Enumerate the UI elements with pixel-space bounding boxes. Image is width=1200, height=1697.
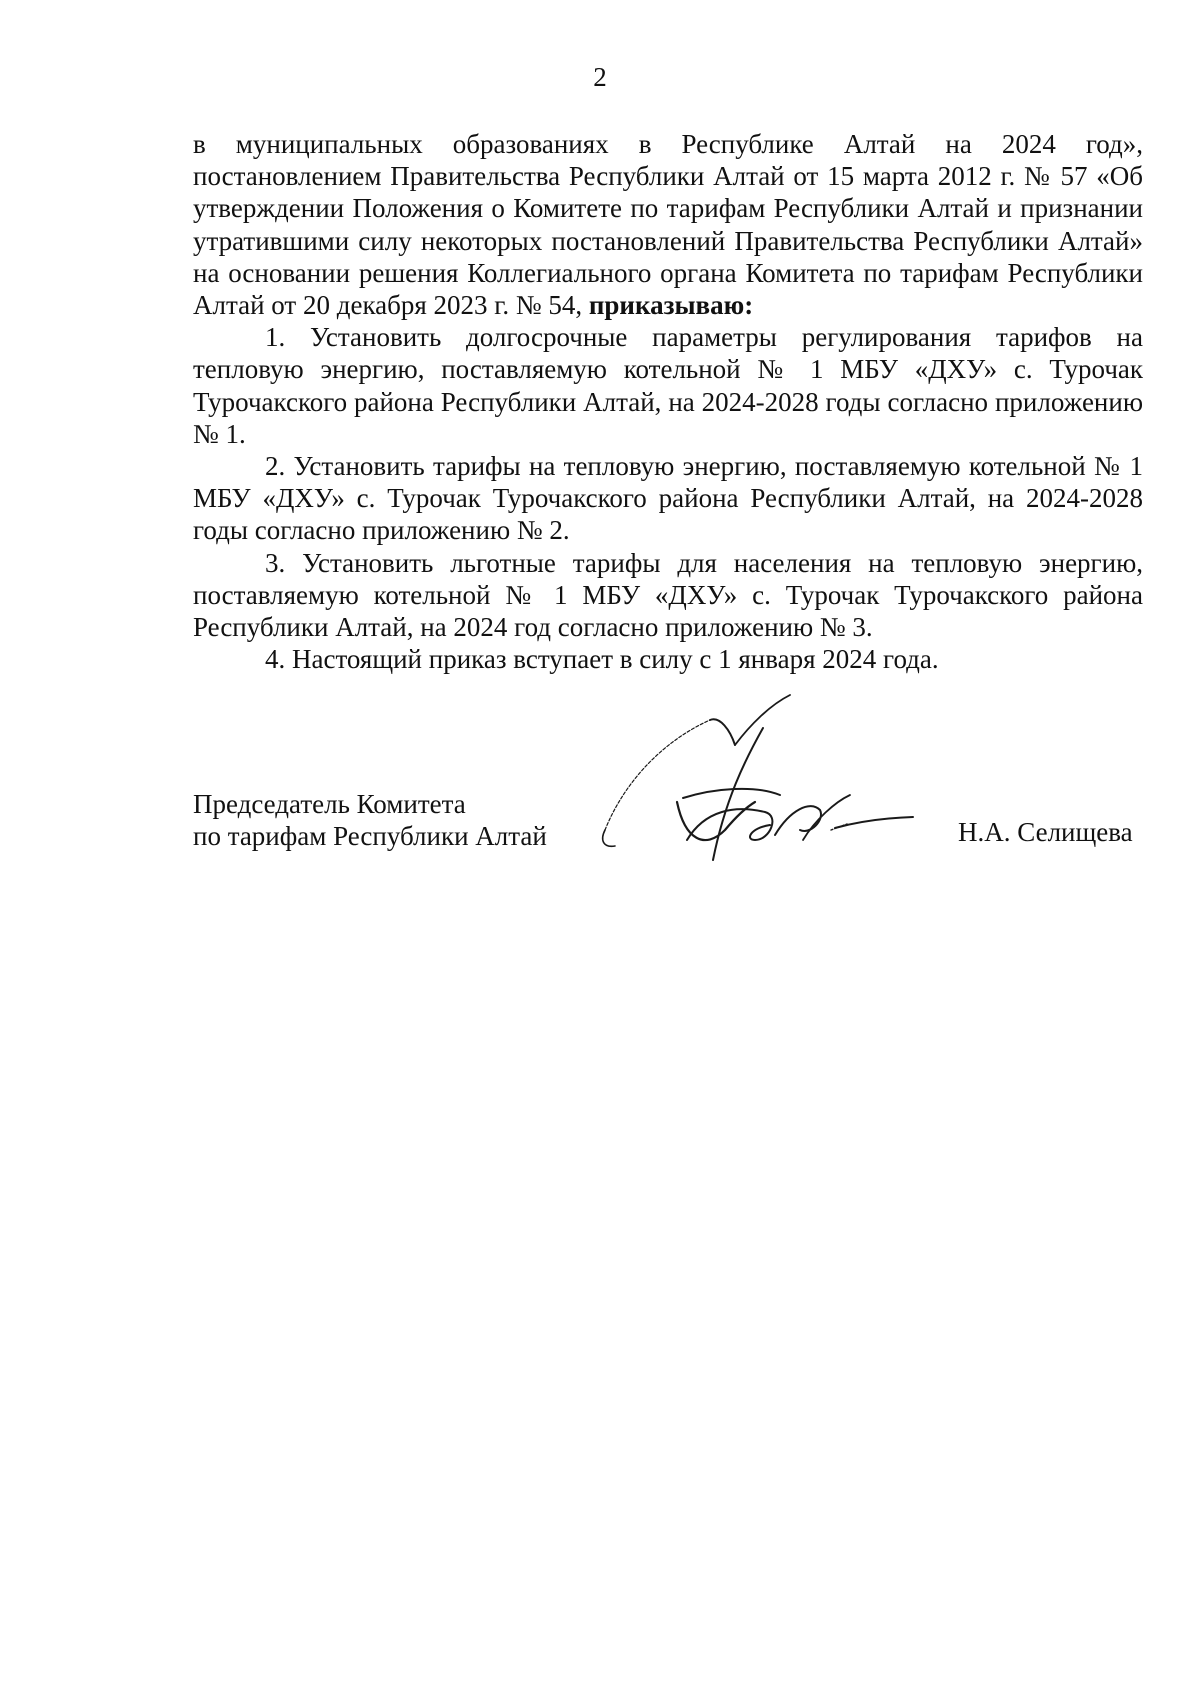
position-line-1: Председатель Комитета: [193, 789, 466, 819]
order-item-2: 2. Установить тарифы на тепловую энергию, поставляемую котельной № 1 МБУ «ДХУ» с. Турочак Турочакского района Республики Алтай, на 2024-2028 годы согласно приложению № 2.: [193, 451, 1143, 546]
signer-name: Н.А. Селищева: [958, 817, 1133, 847]
order-item-1: 1. Установить долгосрочные параметры регулирования тарифов на тепловую энергию, поставляемую котельной № 1 МБУ «ДХУ» с. Турочак Турочакского района Республики Алтай, на 2024-2028 годы согласно приложению № 1.: [193, 322, 1143, 449]
order-word: приказываю:: [588, 290, 754, 321]
order-item-3: 3. Установить льготные тарифы для населения на тепловую энергию, поставляемую котельной № 1 МБУ «ДХУ» с. Турочак Турочакского района Республики Алтай, на 2024 год согласно приложению № 3.: [193, 547, 1143, 643]
signature-position: [193, 788, 547, 852]
position-line-2: по тарифам Республики Алтай: [193, 821, 547, 851]
intro-paragraph: [193, 128, 1143, 321]
page-number: 2: [593, 62, 607, 92]
document-body: [193, 128, 1143, 675]
intro-text: в муниципальных образованиях в Республике Алтай на 2024 год», постановлением Правительства Республики Алтай от 15 марта 2012 г. № 57 «Об утверждении Положения о Комитете по тарифам Республики Алтай и признании утратившими силу некоторых постановлений Правительства Республики Алтай» на основании решения Коллегиального органа Комитета по тарифам Республики Алтай от 20 декабря 2023 г. № 54,: [193, 129, 1143, 321]
handwritten-signature: [595, 690, 925, 870]
order-item-4: 4. Настоящий приказ вступает в силу с 1 января 2024 года.: [265, 644, 939, 675]
